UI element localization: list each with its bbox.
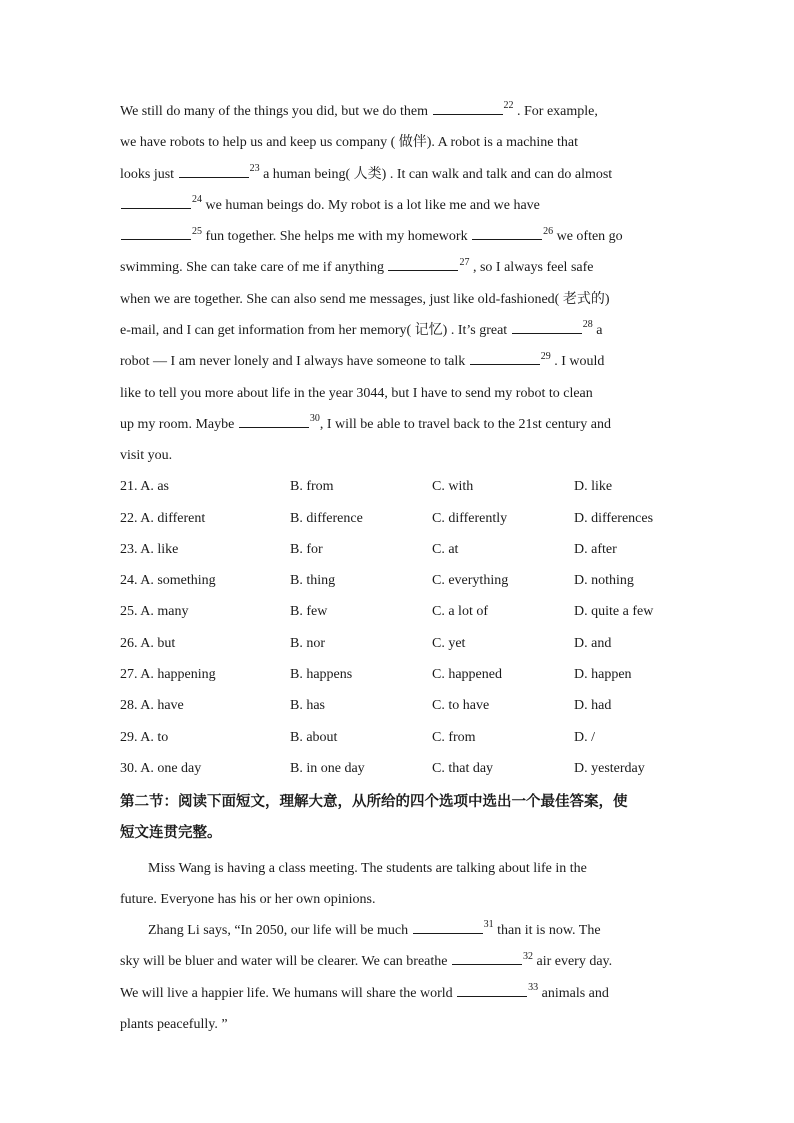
option-d: D. quite a few — [574, 604, 654, 620]
passage-line: $^{24}$ we human beings do. My robot is a lot like me and we have — [120, 190, 678, 221]
question-row — [120, 722, 678, 753]
option-d: D. / — [574, 729, 595, 745]
option-b: B. has — [290, 698, 325, 714]
option-a: 23. A. like — [120, 541, 179, 557]
option-a: 21. A. as — [120, 479, 169, 495]
passage-line: Miss Wang is having a class meeting. The students are talking about life in the — [148, 860, 587, 876]
answer-blank — [413, 921, 483, 934]
section-2-heading: 第二节：阅读下面短文，理解大意，从所给的四个选项中选出一个最佳答案，使 短文连贯完整。 — [120, 793, 628, 841]
option-b: B. from — [290, 479, 334, 495]
answer-blank — [433, 102, 503, 115]
option-c: C. a lot of — [432, 604, 488, 620]
passage-2 — [120, 853, 678, 1041]
answer-blank — [121, 196, 191, 209]
option-d: D. like — [574, 479, 613, 495]
option-d: D. happen — [574, 666, 632, 682]
passage-line: swimming. She can take care of me if anything $^{27}$ , so I always feel safe — [120, 256, 594, 276]
answer-blank — [512, 321, 582, 334]
passage-line: robot — I am never lonely and I always have someone to talk $^{29}$ . I would — [120, 350, 605, 370]
option-d: D. yesterday — [574, 760, 645, 776]
passage-line: looks just $^{23}$ a human being( 人类) . It can walk and talk and can do almost — [120, 162, 613, 182]
passage-line: we have robots to help us and keep us company ( 做伴). A robot is a machine that — [120, 135, 579, 151]
passage-line: plants peacefully. ” — [120, 1017, 228, 1033]
option-a: 25. A. many — [120, 604, 189, 620]
option-b: B. difference — [290, 510, 363, 526]
option-d: D. differences — [574, 510, 654, 526]
question-row — [120, 691, 678, 722]
question-row — [120, 628, 678, 659]
passage-line: visit you. — [120, 448, 173, 464]
answer-blank — [452, 952, 522, 965]
option-c: C. that day — [432, 760, 494, 776]
question-row — [120, 597, 678, 628]
passage-line: when we are together. She can also send me messages, just like old-fashioned( 老式的) — [120, 291, 610, 307]
option-d: D. and — [574, 635, 612, 651]
option-d: D. nothing — [574, 573, 634, 589]
answer-blank — [472, 227, 542, 240]
passage-line: future. Everyone has his or her own opinions. — [120, 891, 376, 907]
option-c: C. from — [432, 729, 476, 745]
answer-blank — [470, 352, 540, 365]
question-row — [120, 659, 678, 690]
option-a: 27. A. happening — [120, 666, 216, 682]
passage-line: Zhang Li says, “In 2050, our life will be much $^{31}$ than it is now. The — [148, 919, 601, 939]
option-a: 29. A. to — [120, 729, 169, 745]
option-c: C. yet — [432, 635, 466, 651]
answer-blank — [388, 258, 458, 271]
question-row — [120, 753, 678, 784]
option-b: B. for — [290, 541, 323, 557]
option-d: D. had — [574, 698, 612, 714]
option-c: C. with — [432, 479, 474, 495]
passage-line: up my room. Maybe $^{30}$, I will be able to travel back to the 21st century and — [120, 413, 612, 432]
passage-1 — [120, 96, 678, 472]
question-row — [120, 534, 678, 565]
option-a: 28. A. have — [120, 698, 184, 714]
passage-line: sky will be bluer and water will be clearer. We can breathe $^{32}$ air every day. — [120, 950, 613, 970]
option-b: B. in one day — [290, 760, 365, 776]
answer-blank — [239, 415, 309, 428]
question-row — [120, 503, 678, 534]
option-b: B. happens — [290, 666, 353, 682]
option-a: 26. A. but — [120, 635, 176, 651]
option-b: B. about — [290, 729, 338, 745]
option-d: D. after — [574, 541, 617, 557]
passage-line: $^{25}$ fun together. She helps me with my homework $^{26}$ we often go — [120, 221, 678, 252]
question-options — [120, 472, 678, 785]
passage-line: We still do many of the things you did, but we do them $^{22}$ . For example, — [120, 100, 598, 119]
answer-blank — [179, 165, 249, 178]
option-b: B. few — [290, 604, 328, 620]
answer-blank — [121, 227, 191, 240]
option-b: B. thing — [290, 573, 336, 589]
option-c: C. happened — [432, 666, 502, 682]
question-row — [120, 472, 678, 503]
option-b: B. nor — [290, 635, 325, 651]
option-a: 24. A. something — [120, 573, 216, 589]
option-a: 22. A. different — [120, 510, 206, 526]
question-row — [120, 565, 678, 596]
option-a: 30. A. one day — [120, 760, 202, 776]
answer-blank — [457, 984, 527, 997]
option-c: C. differently — [432, 510, 508, 526]
document-page — [120, 96, 678, 1040]
passage-line: We will live a happier life. We humans will share the world $^{33}$ animals and — [120, 982, 609, 1001]
option-c: C. to have — [432, 698, 490, 714]
passage-line: like to tell you more about life in the year 3044, but I have to send my robot to clean — [120, 385, 593, 401]
option-c: C. at — [432, 541, 459, 557]
option-c: C. everything — [432, 573, 509, 589]
passage-line: e-mail, and I can get information from her memory( 记忆) . It’s great $^{28}$ a — [120, 319, 603, 339]
